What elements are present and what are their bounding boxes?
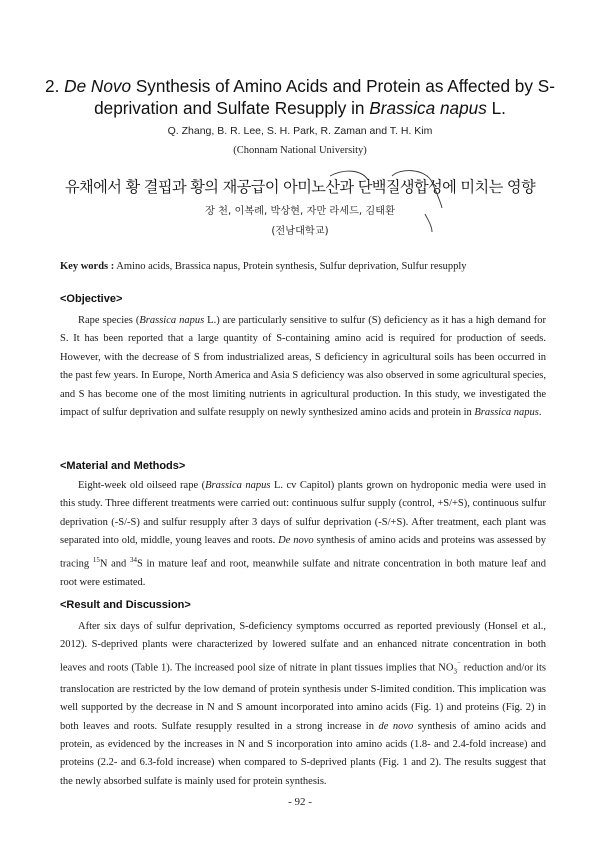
paper-title bbox=[30, 76, 570, 119]
title-middle: Synthesis of Amino Acids and Protein as Affected by S-deprivation and Sulfate Resupply in bbox=[94, 76, 555, 118]
no3-subscript: 3 bbox=[453, 667, 457, 676]
page-number: - 92 - bbox=[288, 796, 312, 808]
author-list: Q. Zhang, B. R. Lee, S. H. Park, R. Zaman and T. H. Kim bbox=[167, 125, 433, 137]
korean-author-list: 장 천, 이복례, 박상현, 자만 라세드, 김태환 bbox=[205, 206, 395, 217]
methods-text-2: L. cv Capitol) plants grown on hydroponic media were used in this study. Three different treatments were carried out: continuous sulfur supply (control, +S/+S), continuous sulfur deprivation (-S/-S) and sulfur resupply after 3 days of sulfur deprivation (-S/+S). After treatment, each plant was separated into old, middle, young leaves and roots. bbox=[60, 480, 546, 547]
results-denovo: de novo bbox=[378, 720, 414, 732]
objective-paragraph bbox=[60, 312, 546, 422]
methods-paragraph bbox=[60, 477, 546, 592]
no3-superscript: ⁻ bbox=[456, 659, 461, 668]
objective-text-1: Rape species ( bbox=[78, 315, 140, 326]
objective-species-2: Brassica napus bbox=[474, 407, 539, 419]
methods-text-5: S in mature leaf and root, meanwhile sulfate and nitrate concentration in both mature leaf and root were estimated. bbox=[60, 558, 546, 588]
title-italic: De Novo bbox=[64, 76, 132, 96]
results-text-3: synthesis of amino acids and protein, as evidenced by the increases in N and S incorporation into amino acids (1.8- and 2.4-fold increase) and proteins (2.2- and 6.3-fold increase) when compared to S-deprived plants (Fig. 1 and 2). The results suggest that the newly absorbed sulfate is mainly used for protein synthesis. bbox=[60, 720, 547, 787]
korean-title: 유채에서 황 결핍과 황의 재공급이 아미노산과 단백질생합성에 미치는 영향 bbox=[64, 178, 536, 196]
keywords-line bbox=[60, 261, 550, 272]
n15-superscript: 15 bbox=[92, 555, 100, 564]
title-end: L. bbox=[486, 97, 506, 118]
title-species: Brassica napus bbox=[369, 97, 487, 118]
korean-affiliation: (전남대학교) bbox=[271, 226, 329, 237]
objective-heading: <Objective> bbox=[60, 293, 123, 305]
affiliation: (Chonnam National University) bbox=[233, 145, 367, 156]
results-paragraph bbox=[60, 618, 546, 791]
title-number: 2. bbox=[45, 76, 60, 96]
objective-species: Brassica napus bbox=[139, 315, 205, 326]
results-text-1: After six days of sulfur deprivation, S-deficiency symptoms occurred as reported previously (Honsel et al., 2012). S-deprived plants were characterized by lowered sulfate and an enhanced nitrate concentration in both leaves and roots (Table 1). The increased pool size of nitrate in plant tissues implies that NO bbox=[60, 621, 546, 674]
methods-species: Brassica napus bbox=[205, 480, 271, 491]
keywords-label: Key words : bbox=[60, 261, 115, 272]
methods-text-3: synthesis of amino acids and proteins was assessed by tracing bbox=[60, 535, 547, 570]
keywords-text: Amino acids, Brassica napus, Protein synthesis, Sulfur deprivation, Sulfur resupply bbox=[114, 261, 467, 272]
s34-superscript: 34 bbox=[129, 555, 137, 564]
methods-text-4: N and bbox=[99, 558, 130, 570]
results-text-2: reduction and/or its translocation are restricted by the low demand of protein synthesis under S-limited condition. This implication was well supported by the decrease in N and S amount incorporated into amino acids (Fig. 1) and proteins (Fig. 2) in both leaves and roots. Sulfate resupply resulted in a strong increase in bbox=[60, 662, 546, 732]
methods-heading: <Material and Methods> bbox=[60, 460, 186, 472]
objective-text-3: . bbox=[538, 407, 542, 419]
objective-text-2: L.) are particularly sensitive to sulfur (S) deficiency as it has a high demand for S. It has been reported that a large quantity of S-containing amino acid is required for production of seeds. However, with the decrease of S from industrialized areas, S deficiency in agricultural soils has been occurred in the past few years. In Europe, North America and Asia S deficiency was also observed in some agricultural species, and S has become one of the most limiting nutrients in agricultural production. In this study, we investigated the impact of sulfur deprivation and sulfate resupply on newly synthesized amino acids and protein in bbox=[60, 315, 546, 419]
methods-denovo: De novo bbox=[278, 535, 314, 547]
results-heading: <Result and Discussion> bbox=[60, 599, 191, 611]
methods-text-1: Eight-week old oilseed rape ( bbox=[78, 480, 206, 491]
